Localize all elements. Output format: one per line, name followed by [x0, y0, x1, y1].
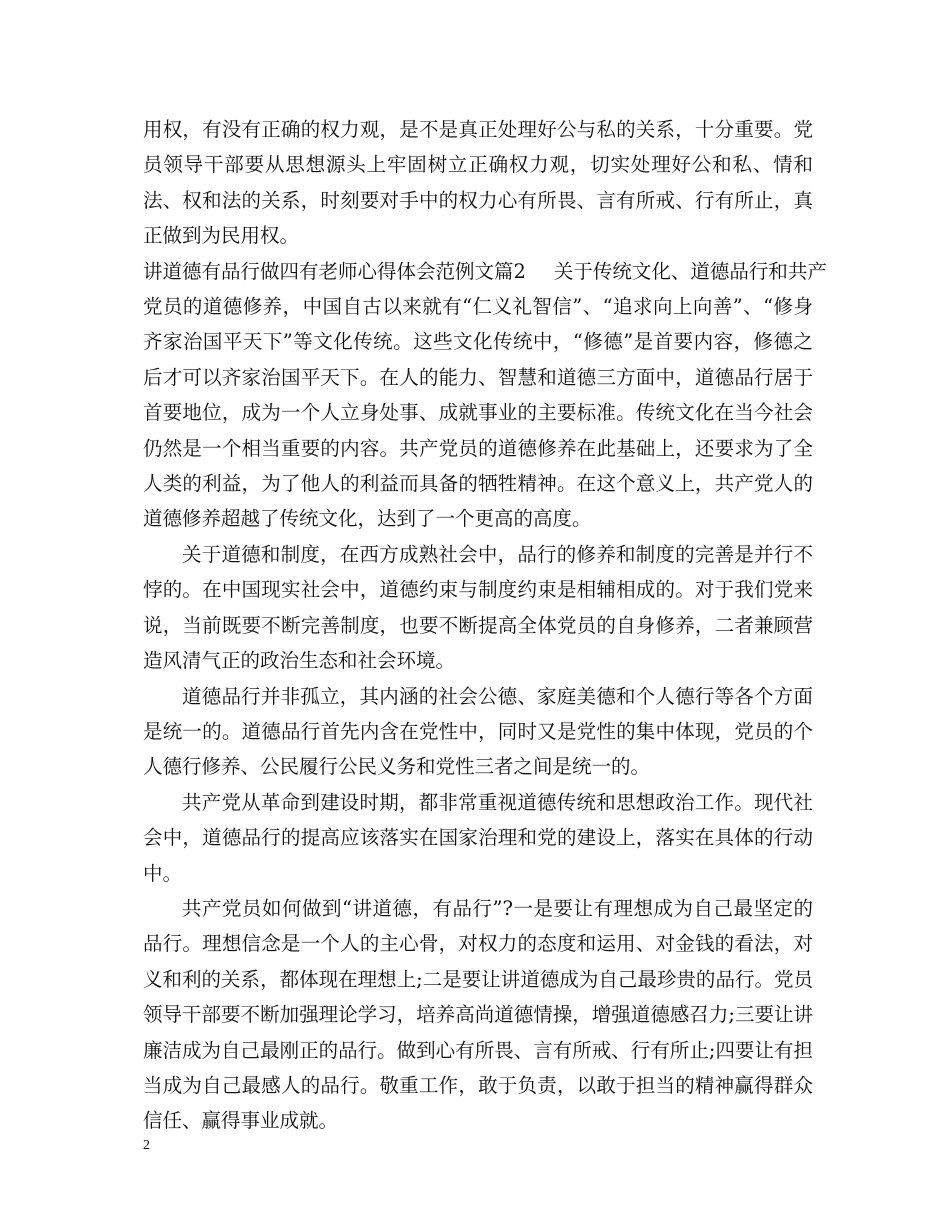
document-body — [143, 112, 827, 1139]
page-number: 2 — [143, 1138, 150, 1153]
paragraph-tradition-intro: 关于传统文化、道德品行和共产 — [553, 259, 827, 283]
paragraph-tradition-body: 党员的道德修养，中国自古以来就有“仁义礼智信”、“追求向上向善”、“修身齐家治国平天下”等文化传统。这些文化传统中，“修德”是首要内容，修德之后才可以齐家治国平天下。在人的能力、智慧和道德三方面中，道德品行居于首要地位，成为一个人立身处事、成就事业的主要标准。传统文化在当今社会仍然是一个相当重要的内容。共产党员的道德修养在此基础上，还要求为了全人类的利益，为了他人的利益而具备的牺牲精神。在这个意义上，共产党人的道德修养超越了传统文化，达到了一个更高的高度。 — [143, 295, 813, 531]
paragraph-morality-unity: 道德品行并非孤立，其内涵的社会公德、家庭美德和个人德行等各个方面是统一的。道德品行首先内含在党性中，同时又是党性的集中体现，党员的个人德行修养、公民履行公民义务和党性三者之间是统一的。 — [143, 684, 813, 779]
paragraph-morality-system: 关于道德和制度，在西方成熟社会中，品行的修养和制度的完善是并行不悖的。在中国现实社会中，道德约束与制度约束是相辅相成的。对于我们党来说，当前既要不断完善制度，也要不断提高全体党员的自身修养，二者兼顾营造风清气正的政治生态和社会环境。 — [143, 542, 813, 673]
paragraph-power-view: 用权，有没有正确的权力观，是不是真正处理好公与私的关系，十分重要。党员领导干部要从思想源头上牢固树立正确权力观，切实处理好公和私、情和法、权和法的关系，时刻要对手中的权力心有所畏、言有所戒、行有所止，真正做到为民用权。 — [143, 118, 813, 248]
paragraph-party-tradition: 共产党从革命到建设时期，都非常重视道德传统和思想政治工作。现代社会中，道德品行的提高应该落实在国家治理和党的建设上，落实在具体的行动中。 — [143, 790, 813, 885]
paragraph-how-to-practice: 共产党员如何做到“讲道德，有品行”?一是要让有理想成为自己最坚定的品行。理想信念是一个人的主心骨，对权力的态度和运用、对金钱的看法，对义和利的关系，都体现在理想上;二是要让讲道德成为自己最珍贵的品行。党员领导干部要不断加强理论学习，培养高尚道德情操，增强道德感召力;三要让讲廉洁成为自己最刚正的品行。做到心有所畏、言有所戒、行有所止;四要让有担当成为自己最感人的品行。敬重工作，敢于负责，以敢于担当的精神赢得群众信任、赢得事业成就。 — [143, 896, 813, 1133]
article-title: 讲道德有品行做四有老师心得体会范例文篇2 — [143, 259, 526, 283]
article-heading-line — [143, 254, 827, 289]
